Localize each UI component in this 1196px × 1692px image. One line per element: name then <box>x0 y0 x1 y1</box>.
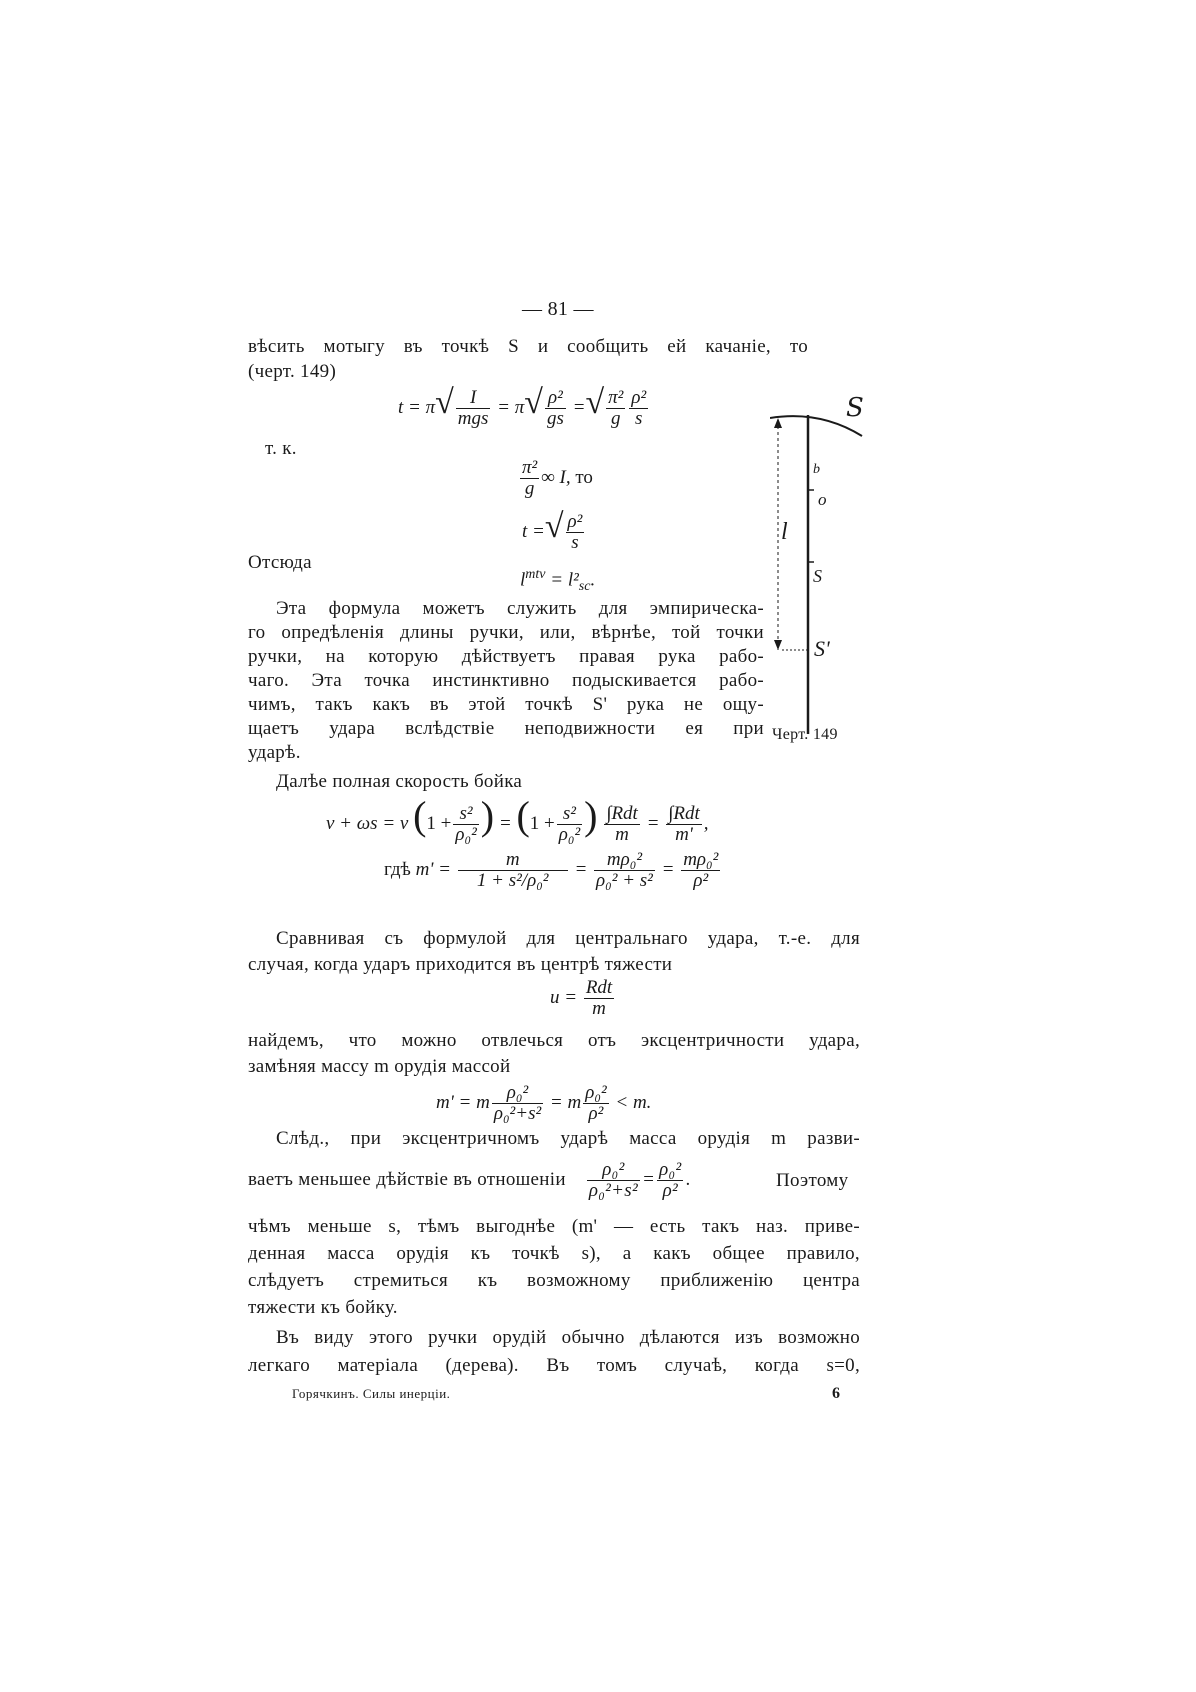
figure-label-S-top: S <box>846 393 864 423</box>
p6-line-2: легкаго матеріала (дерева). Въ томъ случаѣ, когда s=0, <box>248 1355 860 1376</box>
figure-label-l: l <box>781 519 788 545</box>
formula-rho2-den-b: ρ² <box>588 1103 604 1124</box>
formula-one-plus: 1 + <box>426 813 452 834</box>
page-number-header: — 81 — <box>522 298 594 320</box>
formula-mprime-m: m' = m <box>436 1091 490 1113</box>
formula-velocity: v + ωs = v (1 + $\frac{\text{s²}}{\text{ρ₀²}}$ ) = (1 + $\frac{\text{s²}}{\text{ρ₀²}}$ ) $\frac{\text{∫Rdt}}{m}$ = $\frac{\text{∫Rdt}}{m'}$ , <box>326 793 709 846</box>
formula-g: g <box>610 408 621 430</box>
paragraph-3 <box>248 926 860 978</box>
formula-rho-s-den: ρ₀² + s² <box>596 870 653 891</box>
formula-l2: = l² <box>550 569 579 591</box>
p5-line-2: ваетъ меньшее дѣйствіе въ отношеніи $\frac{\text{ρ₀²}}{\text{ρ₀²+s²}}$ = $\frac{\text{ρ₀²}}{\text{ρ²}}$ . <box>248 1159 691 1201</box>
formula-rho02: ρ₀² <box>455 824 477 846</box>
formula-central-impact <box>550 978 616 1019</box>
formula-m-prime: m' <box>675 824 693 846</box>
p3-line-1: Сравнивая съ формулой для центральнаго удара, т.-е. для <box>276 928 860 949</box>
p1-line-7: ударѣ. <box>248 742 301 763</box>
paragraph-6 <box>248 1324 860 1380</box>
text-otsyuda: Отсюда <box>248 552 312 573</box>
figure-label-o: o <box>818 490 827 509</box>
formula-eq-2: = <box>572 397 586 418</box>
formula-s2-b: s² <box>557 804 582 825</box>
p3-line-2: случая, когда ударъ приходится въ центрѣ тяжести <box>248 954 673 975</box>
formula-ratio-den: ρ₀²+s² <box>588 1180 638 1201</box>
p1-line-5: чимъ, такъ какъ въ этой точкѣ S' рука не ощу- <box>248 694 764 715</box>
formula-s-b: s <box>571 532 579 554</box>
formula-eccentric-mass <box>436 1083 651 1124</box>
p4-line-2: замѣняя массу m орудія массой <box>248 1056 511 1077</box>
formula-ratio-den-b: ρ² <box>662 1180 678 1201</box>
formula-l: l <box>520 569 526 591</box>
p4-line-1: найдемъ, что можно отвлечься отъ эксцентричности удара, <box>248 1030 860 1051</box>
text-line-2: (черт. 149) <box>248 361 337 382</box>
p5-line-2-text: ваетъ меньшее дѣйствіе въ отношеніи <box>248 1168 566 1190</box>
formula-rho2-c: ρ² <box>567 511 583 533</box>
paragraph-5-cont <box>248 1213 860 1321</box>
paragraph-2: Далѣе полная скорость бойка <box>276 771 523 792</box>
formula-s2: s² <box>453 804 478 825</box>
formula-m-c: m <box>592 998 606 1019</box>
p5-line-5: слѣдуетъ стремиться къ возможному приближенію центра <box>248 1270 860 1291</box>
figure-label-S-prime: S' <box>814 636 830 661</box>
formula-pi2-g <box>518 458 593 499</box>
figure-label-b: b <box>813 462 820 477</box>
formula-rho2-den: ρ² <box>693 870 709 891</box>
formula-rho-s-den-b: ρ₀²+s² <box>493 1103 542 1124</box>
formula-ratio-num-b: ρ₀² <box>659 1159 682 1180</box>
formula-pi2-b: π² <box>522 457 538 478</box>
formula-rho02-d: ρ₀² <box>585 1082 607 1103</box>
p1-line-3: ручки, на которую дѣйствуетъ правая рука рабо- <box>248 646 764 667</box>
formula-eq-1: = <box>497 397 510 418</box>
formula-mgs: mgs <box>457 408 489 430</box>
p5-line-4: денная масса орудія къ точкѣ s), а какъ общее правило, <box>248 1243 860 1264</box>
formula-gs: gs <box>546 408 564 430</box>
paragraph-4 <box>248 1028 860 1080</box>
formula-t: t = π <box>398 397 436 418</box>
formula-integral-Rdt: ∫Rdt <box>606 803 638 825</box>
formula-rho2-b: ρ² <box>631 387 647 409</box>
formula-length: $l^{mtv} = l^2_{sc}$. <box>520 567 596 595</box>
arrow-up-icon <box>774 418 782 428</box>
formula-m-num: m <box>458 850 568 871</box>
formula-eq-m: = m <box>549 1091 582 1113</box>
formula-ratio <box>587 1160 640 1201</box>
p5-poetomu: Поэтому <box>776 1170 849 1191</box>
figure-label-S-mid: S <box>813 566 822 586</box>
text-tk: т. к. <box>265 438 297 459</box>
formula-m: m <box>615 824 629 846</box>
formula-l-sub: sc <box>578 579 591 595</box>
formula-1plus-den: 1 + s²/ρ₀² <box>476 870 549 891</box>
text-to: то <box>575 466 593 488</box>
p1-line-6: щаетъ удара вслѣдствіе неподвижности ея при <box>248 718 764 739</box>
formula-rho02-c: ρ₀² <box>492 1083 543 1104</box>
p5-line-3: чѣмъ меньше s, тѣмъ выгоднѣе (m' — есть такъ наз. приве- <box>248 1216 860 1237</box>
text-line-1: вѣсить мотыгу въ точкѣ S и сообщить ей качаніе, то <box>248 336 808 357</box>
formula-integral-Rdt-b: ∫Rdt <box>668 803 700 825</box>
formula-Rdt: Rdt <box>585 977 613 998</box>
formula-t-sqrt: t =√ $\frac{\text{ρ²}}{s}$ <box>522 508 583 554</box>
formula-one-plus-b: 1 + <box>529 813 555 834</box>
formula-u: u = <box>550 986 578 1008</box>
p1-line-1: Эта формула можетъ служить для эмпирическа- <box>276 598 764 619</box>
formula-l-sup: mtv <box>525 567 546 582</box>
footer-left: Горячкинъ. Силы инерціи. <box>292 1386 451 1401</box>
formula-g-b: g <box>524 478 535 499</box>
formula-mrho-num: mρ₀² <box>594 850 655 871</box>
formula-v-lhs: v + ωs = v <box>326 813 409 834</box>
formula-mrho-num-b: mρ₀² <box>683 849 719 870</box>
formula-I: I <box>456 388 491 409</box>
p6-line-1: Въ виду этого ручки орудій обычно дѣлаются изъ возможно <box>276 1327 860 1348</box>
formula-pi2: π² <box>608 387 624 409</box>
p5-line-6: тяжести къ бойку. <box>248 1297 398 1318</box>
formula-s: s <box>635 408 643 430</box>
formula-t-b: t = <box>522 521 545 542</box>
formula-rho2: ρ² <box>545 388 566 409</box>
footer-right: 6 <box>832 1385 840 1402</box>
figure-caption: Черт. 149 <box>772 726 838 743</box>
formula-approx-I: ∞ I, <box>541 466 571 488</box>
formula-rho02-b: ρ₀² <box>558 824 581 846</box>
p1-line-4: чаго. Эта точка инстинктивно подыскивается рабо- <box>248 670 764 691</box>
paragraph-1 <box>248 597 764 765</box>
formula-mprime-lhs: m' = <box>415 858 451 880</box>
formula-reduced-mass: гдѣ m' = $\frac{m}{\text{1 + s²/ρ₀²}}$ = $\frac{\text{mρ₀²}}{\text{ρ₀² + s²}}$ = $\frac{\text{mρ₀²}}{\text{ρ²}}$ <box>384 849 719 891</box>
formula-period: t = π√ $\frac{I}{\text{mgs}}$ = π√ $\frac{\text{ρ²}}{gs}$ =√ $\frac{\text{π²}}{g}$ $\frac{\text{ρ²}}{s}$ <box>398 384 647 430</box>
formula-ratio-num: ρ₀² <box>587 1160 640 1181</box>
text-gde: гдѣ <box>384 858 411 880</box>
arrow-down-icon <box>774 640 782 650</box>
p1-line-2: го опредѣленія длины ручки, или, вѣрнѣе, той точки <box>248 622 764 643</box>
formula-less-m: < m. <box>615 1091 652 1113</box>
paragraph-5 <box>248 1126 860 1152</box>
p5-line-1: Слѣд., при эксцентричномъ ударѣ масса орудія m разви- <box>276 1128 860 1149</box>
